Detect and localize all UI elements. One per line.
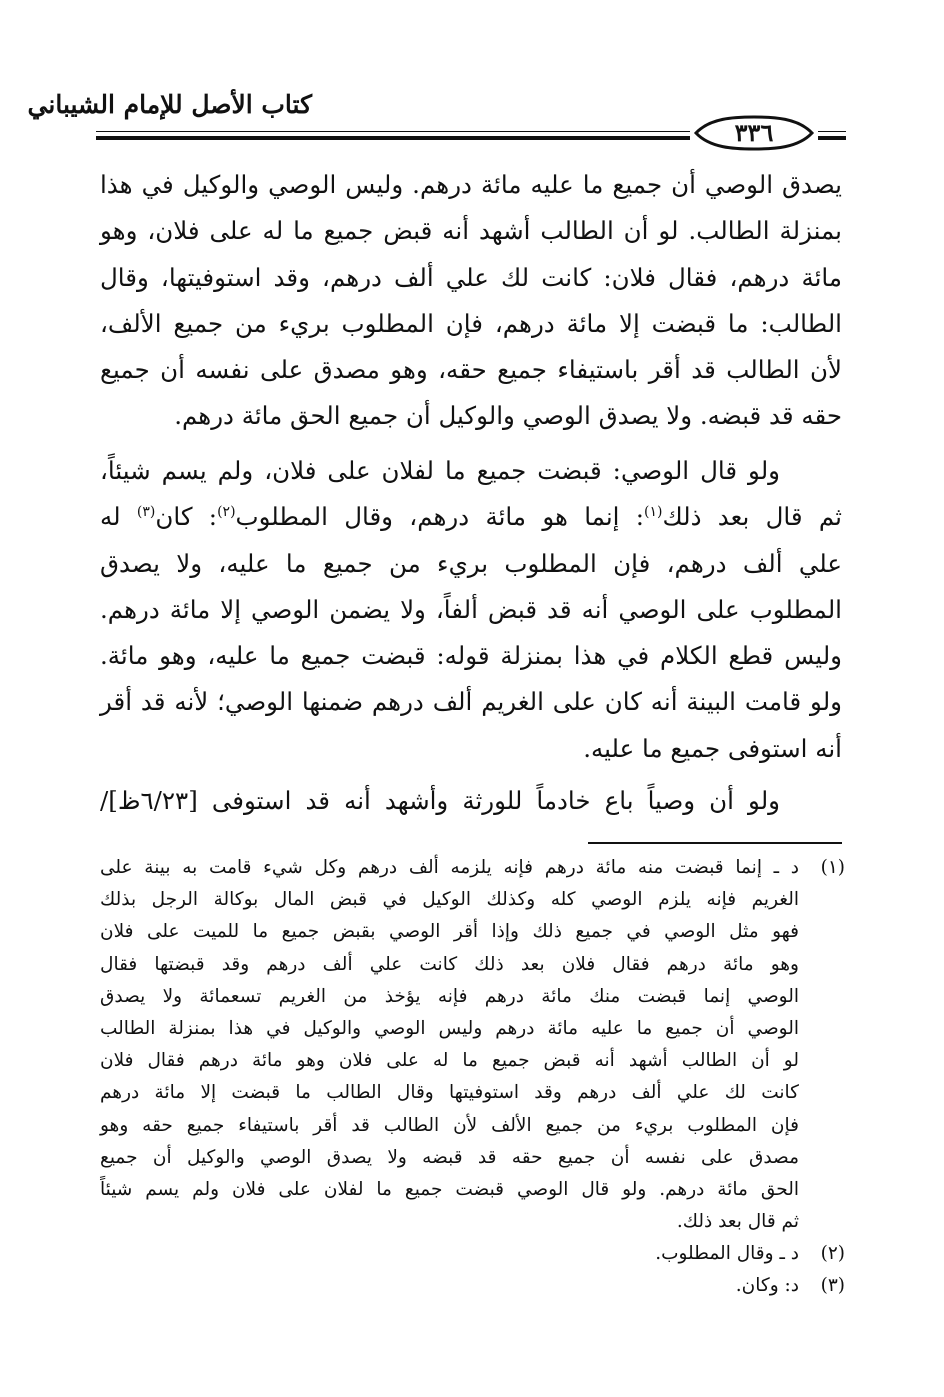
text-segment: : إنما هو مائة درهم، وقال المطلوب [235,502,645,532]
text-line: ولو قامت البينة أنه كان على الغريم ألف درهم ضمنها الوصي؛ لأنه قد أقر [100,687,842,717]
footnote-1 [100,852,845,1238]
footnote-ref-1: (١) [644,504,663,521]
text-segment: له [100,502,137,532]
footnote-line: الوصي أن جميع ما عليه مائة درهم وليس الوصي والوكيل في هذا بمنزلة الطالب [100,1017,799,1039]
footnote-line: د ـ وقال المطلوب. [655,1243,799,1265]
paragraph-2 [100,448,842,772]
footnote-line: د: وكان. [735,1275,799,1297]
footnote-line: لو أن الطالب أشهد أنه قبض جميع ما له على فلان وهو مائة درهم فقال فلان [100,1050,799,1072]
footnote-marker: (١) [820,857,845,878]
text-line: وليس قطع الكلام في هذا بمنزلة قوله: قبضت جميع ما عليه، وهو مائة. [100,641,842,671]
footnote-line: الغريم فإنه يلزم الوصي كله وكذلك الوكيل في قبض المال بوكالة الرجل بذلك [100,889,799,911]
footnote-ref-3: (٣) [136,504,156,521]
text-line: علي ألف درهم، فإن المطلوب بريء من جميع ما عليه، ولا يصدق [100,548,842,578]
footnote-line: كانت لك علي ألف درهم وقد استوفيتها وقال الطالب ما قبضت إلا مائة درهم [100,1082,799,1104]
footnote-line: الحق مائة درهم. ولو قال الوصي قبضت جميع ما لفلان على فلان ولم يسم شيئاً [100,1178,799,1200]
footnote-line: فإن المطلوب بريء من جميع الألف لأن الطالب قد أقر باستيفاء جميع حقه وهو [100,1114,799,1136]
footnote-ref-2: (٢) [217,504,236,521]
footnote-line: د ـ إنما قبضت منه مائة درهم فإنه يلزمه ألف درهم وكل شيء قامت به بينة على [100,857,799,878]
footnote-marker: (٢) [820,1243,845,1265]
paragraph-1 [100,162,842,440]
text-line: بمنزلة الطالب. لو أن الطالب أشهد أنه قبض جميع ما له على فلان، وهو [100,216,842,246]
text-line: لأن الطالب قد أقر باستيفاء جميع حقه، وهو مصدق على نفسه أن جميع [100,355,842,385]
text-line: المطلوب على الوصي أنه قد قبض ألفاً، ولا يضمن الوصي إلا مائة درهم. [100,594,842,624]
text-line: ولو أن وصياً باع خادماً للورثة وأشهد أنه قد استوفى [٦/٢٣ظ]/ [100,786,780,815]
text-line-with-refs [100,494,842,540]
text-segment: : كان [155,502,218,532]
page-number: ٣٣٦ [734,118,774,147]
footnote-line: فهو مثل الوصي في جميع ذلك وإذا أقر الوصي بقبض جميع ما للميت على فلان [100,921,799,943]
running-title: كتاب الأصل للإمام الشيباني [27,90,312,119]
page-number-ornament [690,114,818,152]
text-segment: ثم قال بعد ذلك [662,502,843,532]
footnote-line: ثم قال بعد ذلك. [676,1211,799,1233]
footnote-3 [100,1270,845,1302]
text-line: مائة درهم، فقال فلان: كانت لك علي ألف درهم، وقد استوفيتها، وقال [100,262,842,292]
paragraph-3 [100,778,842,824]
text-line: الطالب: ما قبضت إلا مائة درهم، فإن المطلوب بريء من جميع الألف، [100,308,842,338]
text-line: حقه قد قبضه. ولا يصدق الوصي والوكيل أن جميع الحق مائة درهم. [174,401,842,431]
footnotes [100,852,845,1303]
footnote-separator [588,842,842,844]
text-line: أنه استوفى جميع ما عليه. [583,733,842,763]
text-line: ولو قال الوصي: قبضت جميع ما لفلان على فلان، ولم يسم شيئاً، [100,456,780,485]
footnote-2 [100,1238,845,1270]
text-line: يصدق الوصي أن جميع ما عليه مائة درهم. وليس الوصي والوكيل في هذا [100,170,842,199]
footnote-marker: (٣) [820,1275,845,1297]
footnote-line: وهو مائة درهم فقال فلان بعد ذلك كانت علي ألف درهم وقد قبضتها فقال [100,953,799,975]
footnote-line: مصدق على نفسه أن جميع حقه قد قبضه ولا يصدق الوصي والوكيل أن جميع [100,1146,799,1168]
footnote-line: الوصي إنما قبضت منك مائة درهم فإنه يؤخذ من الغريم تسعمائة ولا يصدق [100,985,799,1007]
